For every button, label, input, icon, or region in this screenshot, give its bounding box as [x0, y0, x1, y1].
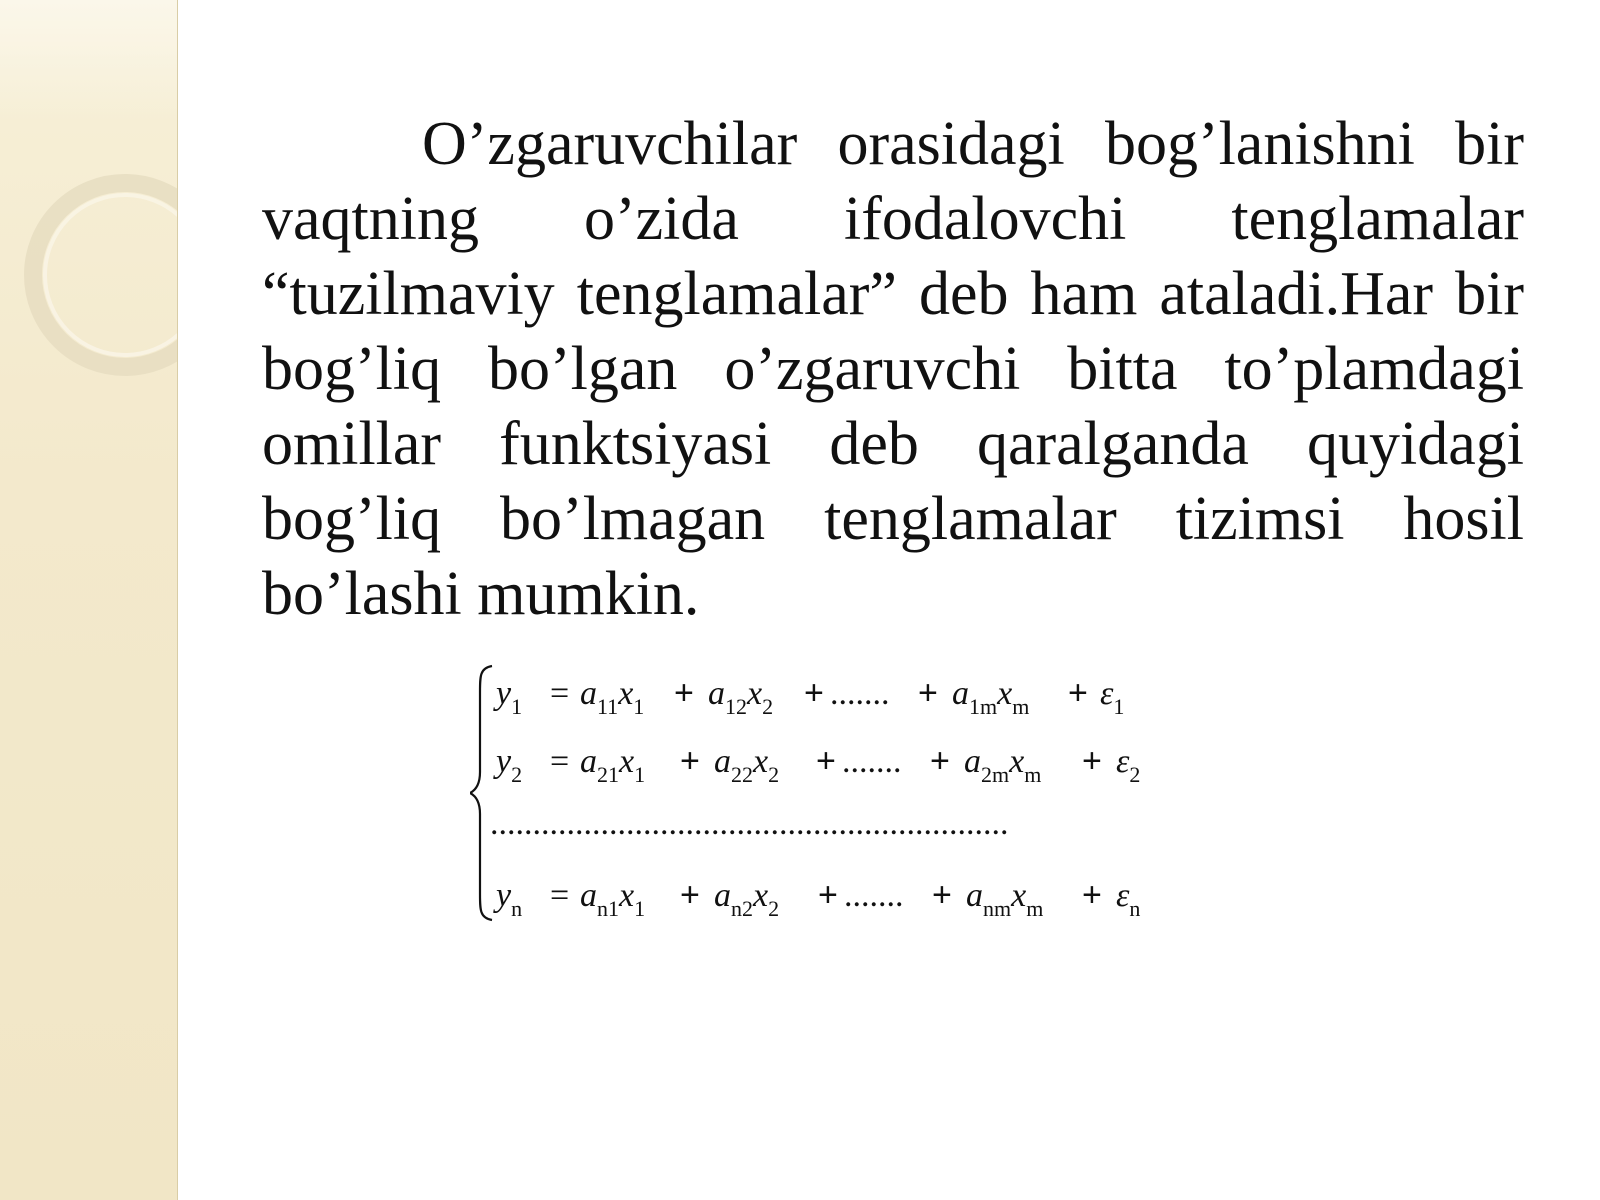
equation-system — [470, 662, 1230, 942]
svg-text:a12x2: $a_{12}x_2$ — [708, 675, 774, 719]
svg-text:a2mxm: $a_{2m}x_m$ — [964, 743, 1042, 787]
svg-text:=: = — [550, 743, 570, 780]
svg-text:y1: $y_1$ — [496, 675, 523, 719]
svg-text:+: + — [918, 674, 938, 712]
svg-text:.......: ....... — [842, 743, 902, 780]
svg-text:+: + — [932, 876, 952, 914]
svg-text:ε2: $\varepsilon_2$ — [1116, 743, 1141, 787]
svg-text:a11x1: $a_{11}x_1$ — [580, 675, 645, 719]
svg-text:a1mxm: $a_{1m}x_m$ — [952, 675, 1030, 719]
svg-text:εn: $\varepsilon_n$ — [1116, 877, 1141, 921]
left-decorative-band — [0, 0, 178, 1200]
svg-text:+: + — [680, 742, 700, 780]
svg-text:+: + — [818, 876, 838, 914]
svg-text:an1x1: $a_{n1}x_1$ — [580, 877, 646, 921]
svg-text:+: + — [1082, 876, 1102, 914]
band-highlight — [0, 0, 177, 120]
equation-row-1 — [493, 674, 1124, 719]
svg-text:anmxm: $a_{nm}x_m$ — [966, 877, 1044, 921]
svg-text:a22x2: $a_{22}x_2$ — [714, 743, 780, 787]
svg-text:.......: ....... — [844, 877, 904, 914]
svg-text:an2x2: $a_{n2}x_2$ — [714, 877, 780, 921]
svg-text:+: + — [804, 674, 824, 712]
svg-text:+: + — [930, 742, 950, 780]
equation-ellipsis-row: ............................................................. — [490, 805, 1009, 842]
svg-text:+: + — [1068, 674, 1088, 712]
svg-text:=: = — [550, 877, 570, 914]
svg-text:.......: ....... — [830, 675, 890, 712]
svg-text:ε1: $\varepsilon_1$ — [1100, 675, 1125, 719]
svg-text:y2: $y_2$ — [496, 743, 523, 787]
body-paragraph: O’zgaruvchilar orasidagi bog’lanishni bir vaqtning o’zida ifodalovchi tenglamalar “tuzilmaviy tenglamalar” deb ham ataladi.Har bir bog’liq bo’lgan o’zgaruvchi bitta to’plamdagi omillar funktsiyasi deb qaralganda quyidagi bog’liq bo’lmagan tenglamalar tizimsi hosil bo’lashi mumkin. — [262, 110, 1524, 628]
svg-text:a21x1: $a_{21}x_1$ — [580, 743, 646, 787]
svg-text:=: = — [550, 675, 570, 712]
ring-decoration-icon — [0, 160, 177, 400]
svg-text:+: + — [680, 876, 700, 914]
svg-text:+: + — [674, 674, 694, 712]
svg-text:+: + — [1082, 742, 1102, 780]
equation-row-2 — [493, 742, 1140, 787]
svg-text:+: + — [816, 742, 836, 780]
svg-text:yn: $y_n$ — [496, 877, 523, 921]
left-brace — [470, 666, 492, 920]
equation-row-n — [493, 876, 1140, 921]
